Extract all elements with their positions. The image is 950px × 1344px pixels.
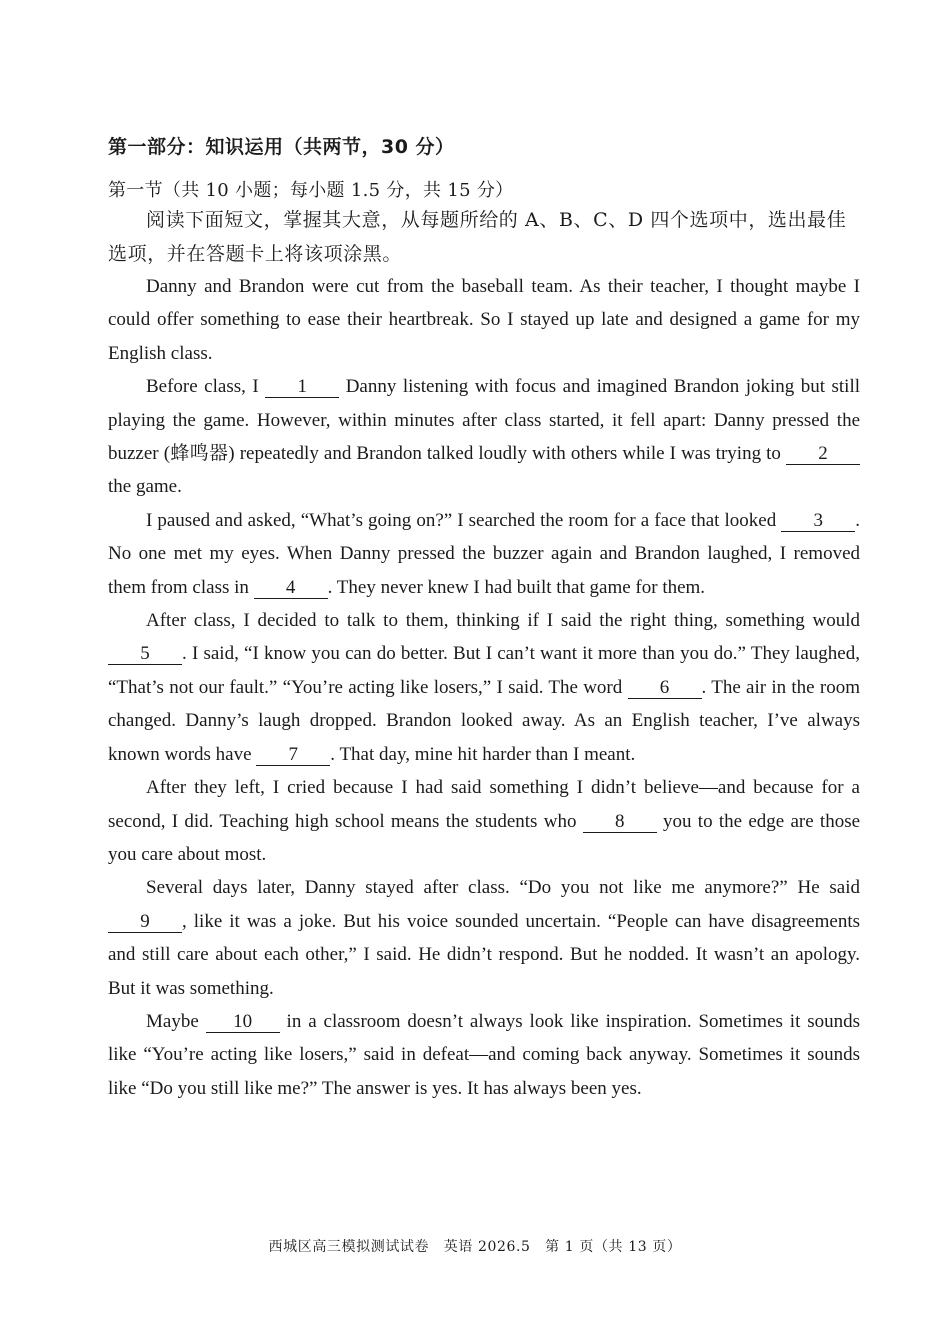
paragraph-text: . No one met my eyes. When Danny pressed the buzzer again and Brandon laughed, I removed them from class in <box>108 509 861 598</box>
blank-10: 10 <box>206 1012 280 1033</box>
paragraph-text: . They never knew I had built that game for them. <box>327 576 706 598</box>
reading-passage <box>108 270 860 1105</box>
paragraph-text: . I said, “I know you can do better. But I can’t want it more than you do.” They laughed, “That’s not our fault.” “You’re acting like losers,” I said. The word <box>108 643 860 698</box>
blank-3: 3 <box>781 511 855 532</box>
paragraph-text: in a classroom doesn’t always look like inspiration. Sometimes it sounds like “You’re acting like losers,” said in defeat—and coming back anyway. Sometimes it sounds like “Do you still like me?” The answer is yes. It has always been yes. <box>108 1010 861 1099</box>
paragraph-text: the game. <box>108 476 182 498</box>
paragraph-text: Several days later, Danny stayed after class. “Do you not like me anymore?” He said <box>146 877 860 899</box>
paragraph-3 <box>108 504 860 604</box>
paragraph-text: Maybe <box>146 1010 199 1032</box>
page-footer: 西城区高三模拟测试试卷 英语 2026.5 第 1 页（共 13 页） <box>268 1239 682 1255</box>
paragraph-text: Before class, I <box>146 376 259 398</box>
paragraph-1: Danny and Brandon were cut from the baseball team. As their teacher, I thought maybe I could offer something to ease their heartbreak. So I stayed up late and designed a game for my English class. <box>108 276 860 364</box>
blank-4: 4 <box>254 578 328 599</box>
section-heading: 第一部分：知识运用（共两节，30 分） <box>108 136 455 158</box>
paragraph-text: you to the edge are those you care about most. <box>108 810 861 865</box>
blank-1: 1 <box>265 377 339 398</box>
paragraph-5 <box>108 771 860 871</box>
paragraph-text: Danny listening with focus and imagined Brandon joking but still playing the game. However, within minutes after class started, it fell apart: Danny pressed the buzzer (蜂鸣器) repeatedly and Brandon talked loudly with others while I was trying to <box>108 376 861 465</box>
paragraph-7 <box>108 1005 860 1105</box>
paragraph-4 <box>108 604 860 771</box>
instructions: 阅读下面短文，掌握其大意，从每题所给的 A、B、C、D 四个选项中，选出最佳选项，并在答题卡上将该项涂黑。 <box>108 209 847 265</box>
blank-2: 2 <box>786 444 860 465</box>
paragraph-text: . That day, mine hit harder than I meant. <box>330 743 636 765</box>
paragraph-text: After class, I decided to talk to them, thinking if I said the right thing, something would <box>146 610 860 632</box>
blank-5: 5 <box>108 644 182 665</box>
blank-7: 7 <box>256 745 330 766</box>
paragraph-text: . The air in the room changed. Danny’s laugh dropped. Brandon looked away. As an English teacher, I’ve always known words have <box>108 676 860 765</box>
paragraph-6 <box>108 871 860 1005</box>
paragraph-2 <box>108 370 860 504</box>
blank-9: 9 <box>108 912 182 933</box>
subsection-heading: 第一节（共 10 小题；每小题 1.5 分，共 15 分） <box>108 180 514 201</box>
paragraph-text: , like it was a joke. But his voice sounded uncertain. “People can have disagreements and still care about each other,” I said. He didn’t respond. But he nodded. It wasn’t an apology. But it was something. <box>108 910 860 999</box>
blank-8: 8 <box>583 812 657 833</box>
blank-6: 6 <box>628 678 702 699</box>
paragraph-text: I paused and asked, “What’s going on?” I searched the room for a face that looked <box>146 509 777 531</box>
paragraph-text: After they left, I cried because I had said something I didn’t believe—and because for a second, I did. Teaching high school means the students who <box>108 777 860 832</box>
